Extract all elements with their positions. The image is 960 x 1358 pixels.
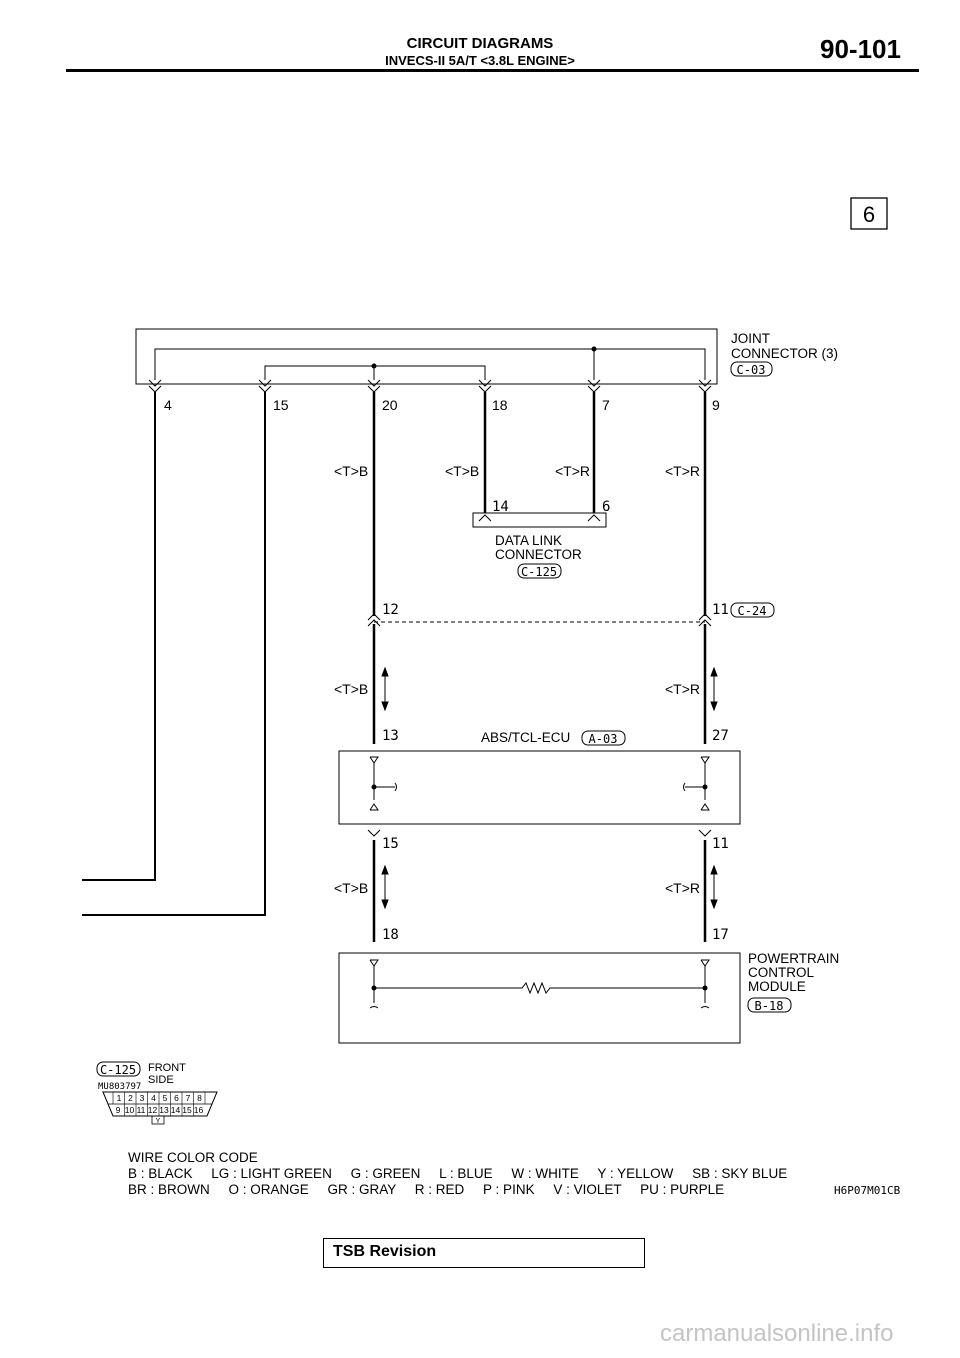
wire-color-code-title: WIRE COLOR CODE bbox=[128, 1150, 258, 1165]
wire-color-code-line: B : BLACK LG : LIGHT GREEN G : GREEN L : BLUE W : WHITE Y : YELLOW SB : SKY BLUE bbox=[128, 1166, 788, 1181]
svg-text:<T>B: <T>B bbox=[334, 463, 369, 479]
svg-text:11: 11 bbox=[712, 836, 729, 852]
joint-connector-pins bbox=[164, 397, 720, 413]
page-marker bbox=[851, 198, 887, 229]
intermediate-connector-c24 bbox=[368, 602, 774, 626]
joint-connector-c03 bbox=[136, 329, 717, 384]
svg-text:4: 4 bbox=[164, 397, 172, 413]
svg-text:11: 11 bbox=[136, 1105, 146, 1115]
page-subtitle: INVECS-II 5A/T <3.8L ENGINE> bbox=[385, 53, 575, 68]
joint-connector-terminals bbox=[149, 380, 711, 392]
svg-text:9: 9 bbox=[712, 397, 720, 413]
svg-text:13: 13 bbox=[382, 728, 399, 744]
svg-text:CONTROL: CONTROL bbox=[748, 965, 815, 980]
svg-text:15: 15 bbox=[382, 836, 399, 852]
svg-text:C-03: C-03 bbox=[736, 363, 766, 377]
svg-text:12: 12 bbox=[147, 1105, 158, 1115]
page-number: 90-101 bbox=[820, 34, 901, 64]
svg-text:2: 2 bbox=[128, 1093, 133, 1103]
wire-color-code bbox=[128, 1150, 787, 1198]
svg-text:FRONT: FRONT bbox=[148, 1062, 186, 1074]
svg-text:MODULE: MODULE bbox=[748, 979, 806, 994]
svg-text:<T>B: <T>B bbox=[445, 463, 480, 479]
svg-text:20: 20 bbox=[382, 397, 398, 413]
wire-pin15 bbox=[82, 392, 265, 915]
svg-text:15: 15 bbox=[182, 1105, 192, 1115]
svg-text:9: 9 bbox=[115, 1105, 121, 1115]
svg-text:<T>B: <T>B bbox=[334, 880, 369, 896]
wire-color-labels bbox=[334, 463, 700, 896]
svg-text:<T>B: <T>B bbox=[334, 681, 369, 697]
signal-direction-arrows bbox=[382, 668, 717, 908]
svg-text:POWERTRAIN: POWERTRAIN bbox=[748, 951, 840, 966]
svg-text:6: 6 bbox=[602, 499, 611, 515]
abs-tcl-ecu bbox=[339, 728, 740, 852]
svg-text:18: 18 bbox=[492, 397, 508, 413]
svg-text:15: 15 bbox=[273, 397, 289, 413]
svg-text:<T>R: <T>R bbox=[665, 880, 701, 896]
svg-text:C-24: C-24 bbox=[737, 604, 767, 618]
joint-connector-label: CONNECTOR (3) bbox=[731, 346, 839, 361]
joint-connector-code bbox=[731, 362, 772, 377]
watermark: carmanualsonline.info bbox=[660, 1320, 894, 1347]
svg-text:18: 18 bbox=[382, 927, 399, 943]
svg-text:14: 14 bbox=[170, 1105, 181, 1115]
svg-text:Y: Y bbox=[155, 1118, 161, 1125]
wire-pin4 bbox=[82, 392, 155, 880]
tsb-revision-label: TSB Revision bbox=[333, 1243, 437, 1260]
svg-text:7: 7 bbox=[185, 1093, 191, 1103]
svg-text:<T>R: <T>R bbox=[665, 463, 701, 479]
svg-text:27: 27 bbox=[712, 728, 729, 744]
svg-text:A-03: A-03 bbox=[588, 732, 618, 746]
svg-text:<T>R: <T>R bbox=[555, 463, 591, 479]
wire-color-code-line: BR : BROWN O : ORANGE GR : GRAY R : RED P : PINK V : VIOLET PU : PURPLE bbox=[128, 1182, 725, 1197]
svg-text:13: 13 bbox=[159, 1105, 169, 1115]
svg-text:4: 4 bbox=[151, 1093, 156, 1103]
svg-text:ABS/TCL-ECU: ABS/TCL-ECU bbox=[481, 730, 571, 745]
svg-text:<T>R: <T>R bbox=[665, 681, 701, 697]
svg-text:10: 10 bbox=[124, 1105, 135, 1115]
svg-text:17: 17 bbox=[712, 927, 729, 943]
figure-id: H6P07M01CB bbox=[834, 1184, 901, 1197]
data-link-connector bbox=[473, 499, 610, 579]
joint-connector-label: JOINT bbox=[731, 331, 770, 346]
svg-text:B-18: B-18 bbox=[754, 999, 784, 1013]
svg-text:DATA LINK: DATA LINK bbox=[495, 533, 563, 548]
svg-text:5: 5 bbox=[162, 1093, 168, 1103]
powertrain-control-module bbox=[339, 927, 839, 1043]
splice-dot bbox=[592, 347, 597, 352]
svg-text:6: 6 bbox=[862, 202, 876, 227]
svg-text:1: 1 bbox=[116, 1093, 122, 1103]
svg-text:C-125: C-125 bbox=[99, 1063, 137, 1077]
splice-dot bbox=[372, 364, 377, 369]
svg-text:14: 14 bbox=[492, 499, 509, 515]
svg-text:7: 7 bbox=[602, 397, 610, 413]
svg-text:CONNECTOR: CONNECTOR bbox=[495, 547, 582, 562]
page-title: CIRCUIT DIAGRAMS bbox=[406, 35, 554, 52]
svg-text:MU803797: MU803797 bbox=[98, 1082, 142, 1092]
svg-text:6: 6 bbox=[174, 1093, 179, 1103]
svg-text:C-125: C-125 bbox=[520, 565, 558, 579]
svg-text:16: 16 bbox=[193, 1105, 204, 1115]
svg-text:11: 11 bbox=[712, 602, 729, 618]
connector-face-c125 bbox=[97, 1062, 217, 1125]
svg-text:3: 3 bbox=[139, 1093, 145, 1103]
svg-text:8: 8 bbox=[197, 1093, 202, 1103]
svg-text:SIDE: SIDE bbox=[148, 1074, 174, 1086]
svg-text:12: 12 bbox=[382, 602, 399, 618]
